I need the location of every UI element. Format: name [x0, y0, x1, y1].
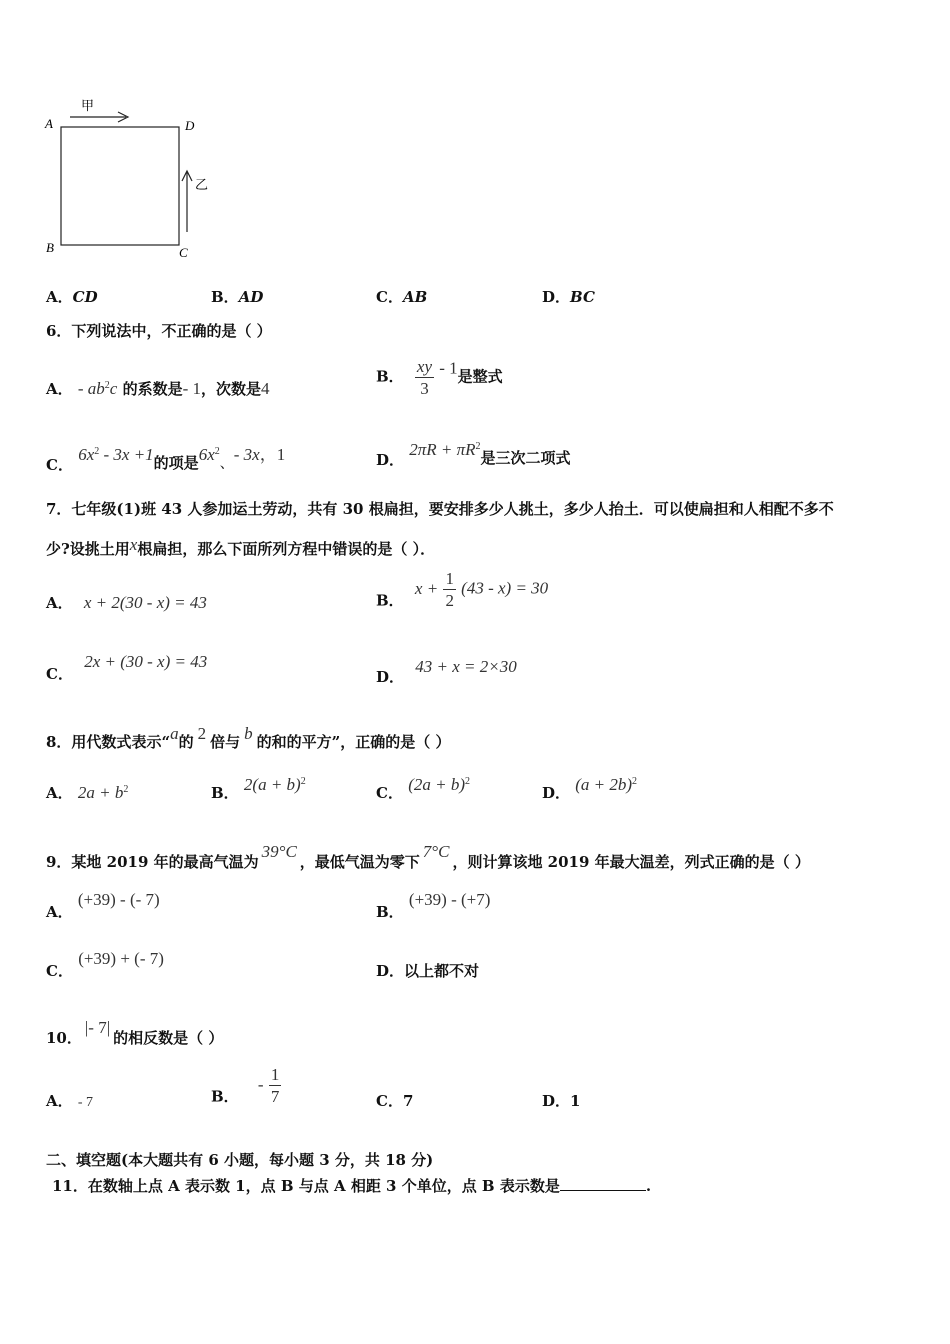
- q8-option-c[interactable]: C． $(2a + b)^2$: [376, 775, 470, 802]
- q8-option-b[interactable]: B． $2(a + b)^2$: [211, 775, 306, 802]
- q7-option-b[interactable]: B． x + $\frac{1}{2}$ (43 - x) = 30: [376, 569, 549, 610]
- q10-option-d[interactable]: D．1: [542, 1092, 581, 1110]
- label-a: A: [45, 116, 53, 131]
- q9-option-c[interactable]: C． (+39) + (- 7): [46, 949, 164, 980]
- q9-option-a[interactable]: A． (+39) - (- 7): [46, 890, 160, 921]
- label-c: C: [179, 245, 188, 260]
- q9-stem: 9．某地 2019 年的最高气温为39°C，最低气温为零下7°C，则计算该地 2019 年最大温差，列式正确的是（ ）: [46, 842, 810, 871]
- q7-option-a[interactable]: A． x + 2(30 - x) = 43: [46, 593, 207, 612]
- square-abcd: [61, 127, 179, 245]
- q7-option-c[interactable]: C． 2x + (30 - x) = 43: [46, 652, 208, 683]
- label-jia: 甲: [81, 99, 95, 114]
- q7-stem-line2: 少?设挑土用x根扁担，那么下面所列方程中错误的是（ ）．: [46, 535, 436, 558]
- q10-option-a[interactable]: A． - 7: [46, 1092, 94, 1110]
- section-title: 二、填空题(本大题共有 6 小题，每小题 3 分，共 18 分): [46, 1151, 434, 1169]
- q10-stem: 10．|- 7|的相反数是（ ）: [46, 1018, 224, 1047]
- q6-stem: 6．下列说法中，不正确的是（ ）: [46, 322, 272, 340]
- q6-option-d[interactable]: D． $2\pi R + \pi R^2$是三次二项式: [376, 440, 571, 469]
- q8-option-a[interactable]: A． $2a + b^2$: [46, 783, 129, 802]
- q6-option-a[interactable]: A． - $ab^2c$ 的系数是- 1，次数是4: [46, 379, 270, 398]
- q10-option-b[interactable]: B． - $\frac{1}{7}$: [211, 1065, 280, 1106]
- q5-option-b[interactable]: B．AD: [211, 288, 264, 306]
- square-diagram: [40, 92, 230, 267]
- q8-stem: 8．用代数式表示“a的 2 倍与 b 的和的平方”，正确的是（ ）: [46, 724, 451, 751]
- q8-option-d[interactable]: D． $(a + 2b)^2$: [542, 775, 638, 802]
- answer-blank[interactable]: [560, 1176, 646, 1191]
- q9-option-b[interactable]: B． (+39) - (+7): [376, 890, 491, 921]
- q6-option-b[interactable]: B． $\frac{xy}{3}$ - 1是整式: [376, 357, 503, 398]
- label-b: B: [46, 240, 54, 255]
- q5-option-a[interactable]: A．CD: [46, 288, 98, 306]
- q5-option-c[interactable]: C．AB: [376, 288, 428, 306]
- label-d: D: [185, 118, 195, 133]
- q11-stem: 11．在数轴上点 A 表示数 1，点 B 与点 A 相距 3 个单位，点 B 表示数是 .: [52, 1177, 652, 1195]
- q7-option-d[interactable]: D． 43 + x = 2×30: [376, 657, 517, 686]
- q10-option-c[interactable]: C．7: [376, 1092, 414, 1110]
- q6-option-c[interactable]: C． $6x^2 - 3x +1$的项是$6x^2$、- 3x，1: [46, 445, 286, 474]
- q7-stem-line1: 7．七年级(1)班 43 人参加运土劳动，共有 30 根扁担，要安排多少人挑土，多少人抬土．可以使扁担和人相配不多不: [46, 500, 834, 518]
- q5-option-d[interactable]: D．BC: [542, 288, 595, 306]
- label-yi: 乙: [195, 178, 209, 193]
- q9-option-d[interactable]: D．以上都不对: [376, 962, 480, 980]
